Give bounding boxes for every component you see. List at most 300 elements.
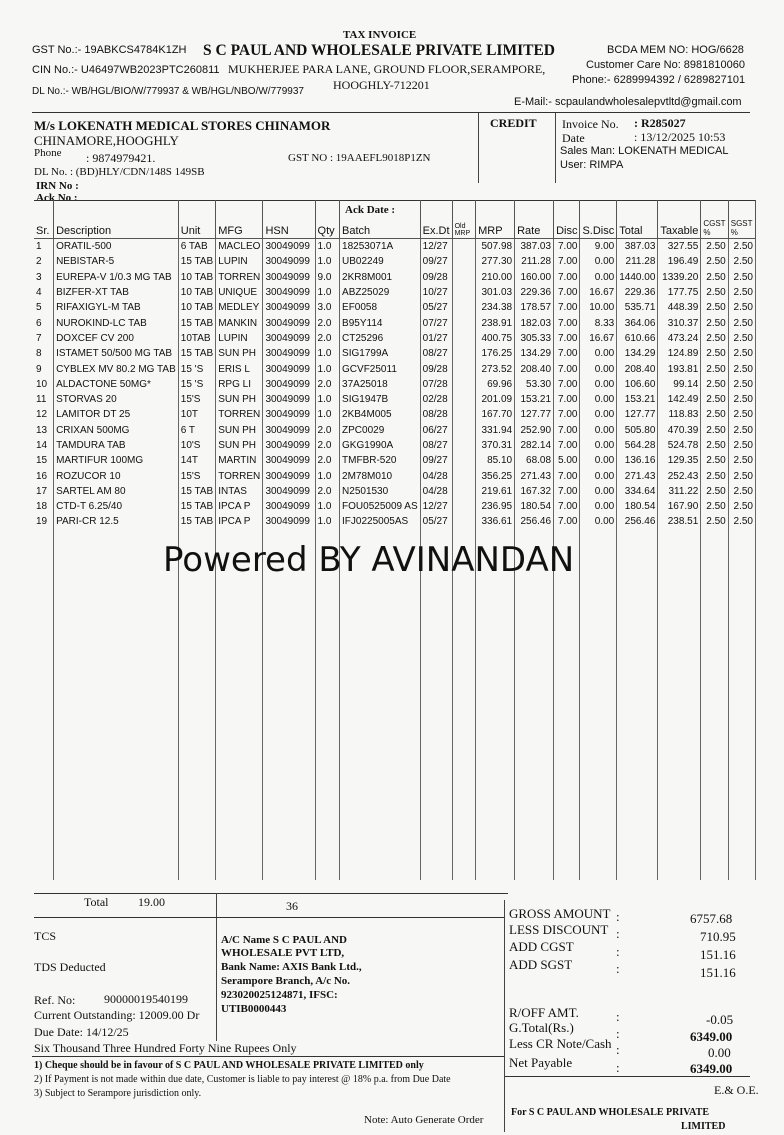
col-disc: Disc (554, 200, 580, 239)
cell-cgst: 2.50 (701, 285, 728, 300)
cell-unit: 10 TAB (178, 285, 215, 300)
cell-sgst: 2.50 (728, 392, 755, 407)
cell-old-mrp (452, 453, 476, 468)
cell-sr: 6 (34, 315, 54, 330)
cell-taxable: 327.55 (658, 239, 701, 255)
cell-mrp: 331.94 (476, 423, 515, 438)
cell-total: 334.64 (617, 484, 658, 499)
cell-mrp: 219.61 (476, 484, 515, 499)
cell-description: NUROKIND-LC TAB (54, 315, 179, 330)
cell-sgst: 2.50 (728, 377, 755, 392)
filler-cell (420, 530, 452, 880)
ref-no: 90000019540199 (104, 992, 188, 1006)
cell-sdisc: 16.67 (580, 285, 617, 300)
cell-exdt: 08/27 (420, 346, 452, 361)
cell-sr: 12 (34, 407, 54, 422)
cell-sdisc: 0.00 (580, 346, 617, 361)
cell-exdt: 04/28 (420, 484, 452, 499)
cell-sgst: 2.50 (728, 300, 755, 315)
cell-qty: 2.0 (315, 423, 339, 438)
cell-sdisc: 0.00 (580, 254, 617, 269)
cell-mrp: 370.31 (476, 438, 515, 453)
cell-taxable: 1339.20 (658, 270, 701, 285)
col-mfg: MFG (216, 200, 263, 239)
cell-hsn: 30049099 (263, 361, 315, 376)
col-total: Total (617, 200, 658, 239)
watermark: Powered BY AVINANDAN (163, 540, 575, 580)
cell-exdt: 07/28 (420, 377, 452, 392)
cell-mfg: MARTIN (216, 453, 263, 468)
cell-sdisc: 0.00 (580, 438, 617, 453)
cell-old-mrp (452, 484, 476, 499)
cell-hsn: 30049099 (263, 300, 315, 315)
invoice-date: : 13/12/2025 10:53 (634, 130, 726, 144)
cell-disc: 7.00 (554, 300, 580, 315)
cell-mrp: 336.61 (476, 514, 515, 529)
sgst-label: ADD SGST (509, 957, 573, 972)
cell-sr: 19 (34, 514, 54, 529)
cell-qty: 2.0 (315, 331, 339, 346)
term-1: 1) Cheque should be in favour of S C PAUL AND WHOLESALE PRIVATE LIMITED only (34, 1060, 424, 1071)
cgst-amount: 151.16 (700, 947, 736, 962)
cell-mrp: 234.38 (476, 300, 515, 315)
cell-sr: 8 (34, 346, 54, 361)
cell-old-mrp (452, 361, 476, 376)
cell-mfg: SUN PH (216, 438, 263, 453)
sgst-colon: : (616, 961, 620, 976)
sgst-amount: 151.16 (700, 965, 736, 980)
cell-cgst: 2.50 (701, 361, 728, 376)
irn-no: IRN No : (36, 180, 79, 192)
table-row (34, 361, 756, 376)
bank-line-2: WHOLESALE PVT LTD, (221, 947, 345, 959)
col-sr: Sr. (34, 200, 54, 239)
table-row (34, 315, 756, 330)
cell-batch: TMFBR-520 (340, 453, 421, 468)
total-count: 36 (286, 899, 298, 913)
filler-cell (701, 530, 728, 880)
cell-sgst: 2.50 (728, 438, 755, 453)
cgst-label: ADD CGST (509, 939, 574, 954)
cell-exdt: 08/27 (420, 438, 452, 453)
customer-place: CHINAMORE,HOOGHLY (34, 133, 179, 148)
cell-taxable: 142.49 (658, 392, 701, 407)
amount-in-words: Six Thousand Three Hundred Forty Nine Rupees Only (34, 1041, 297, 1055)
cell-rate: 271.43 (515, 468, 554, 483)
cell-cgst: 2.50 (701, 254, 728, 269)
user: User: RIMPA (560, 159, 624, 171)
gst-no: GST No.:- 19ABKCS4784K1ZH (32, 44, 187, 56)
table-row (34, 270, 756, 285)
cell-rate: 256.46 (515, 514, 554, 529)
cell-sr: 5 (34, 300, 54, 315)
cell-qty: 1.0 (315, 254, 339, 269)
ack-no: Ack No : (36, 192, 78, 204)
cgst-colon: : (616, 944, 620, 959)
cell-rate: 252.90 (515, 423, 554, 438)
cell-taxable: 470.39 (658, 423, 701, 438)
cell-mrp: 238.91 (476, 315, 515, 330)
table-row (34, 392, 756, 407)
cell-hsn: 30049099 (263, 438, 315, 453)
table-row (34, 254, 756, 269)
cell-rate: 68.08 (515, 453, 554, 468)
cell-rate: 180.54 (515, 499, 554, 514)
filler-cell (263, 530, 315, 880)
filler-cell (476, 530, 515, 880)
cell-hsn: 30049099 (263, 254, 315, 269)
cell-cgst: 2.50 (701, 438, 728, 453)
cell-cgst: 2.50 (701, 239, 728, 255)
cell-unit: 15 TAB (178, 514, 215, 529)
cell-taxable: 473.24 (658, 331, 701, 346)
cell-mfg: MANKIN (216, 315, 263, 330)
cell-old-mrp (452, 468, 476, 483)
cell-mfg: LUPIN (216, 331, 263, 346)
cell-sgst: 2.50 (728, 331, 755, 346)
cell-sr: 13 (34, 423, 54, 438)
cell-batch: IFJ0225005AS (340, 514, 421, 529)
gtotal-amount: 6349.00 (690, 1029, 733, 1044)
cell-sr: 18 (34, 499, 54, 514)
net-label: Net Payable (509, 1055, 573, 1070)
cell-sr: 4 (34, 285, 54, 300)
sign-line-1: For S C PAUL AND WHOLESALE PRIVATE (511, 1107, 710, 1118)
roff-label: R/OFF AMT. (509, 1005, 579, 1020)
cell-sdisc: 0.00 (580, 407, 617, 422)
cell-qty: 1.0 (315, 514, 339, 529)
cell-batch: EF0058 (340, 300, 421, 315)
cell-unit: 10 TAB (178, 270, 215, 285)
dl-no: DL No.:- WB/HGL/BIO/W/779937 & WB/HGL/NBO/W/779937 (32, 86, 304, 97)
cell-sdisc: 16.67 (580, 331, 617, 346)
cell-unit: 6 T (178, 423, 215, 438)
cell-taxable: 99.14 (658, 377, 701, 392)
cell-disc: 7.00 (554, 285, 580, 300)
col-hsn: HSN (263, 200, 315, 239)
cell-total: 271.43 (617, 468, 658, 483)
phone: Phone:- 6289994392 / 6289827101 (572, 74, 746, 86)
cell-description: CTD-T 6.25/40 (54, 499, 179, 514)
cell-old-mrp (452, 499, 476, 514)
cell-rate: 167.32 (515, 484, 554, 499)
col-old-mrp: Old MRP (452, 200, 476, 239)
cell-description: CRIXAN 500MG (54, 423, 179, 438)
current-outstanding: Current Outstanding: 12009.00 Dr (34, 1008, 200, 1022)
filler-cell (315, 530, 339, 880)
cell-description: EUREPA-V 1/0.3 MG TAB (54, 270, 179, 285)
cell-rate: 127.77 (515, 407, 554, 422)
ref-label: Ref. No: (34, 993, 76, 1007)
table-row (34, 377, 756, 392)
cell-sdisc: 0.00 (580, 468, 617, 483)
cell-exdt: 01/27 (420, 331, 452, 346)
customer-dl: DL No. : (BD)HLY/CDN/148S 149SB (34, 166, 205, 178)
cell-total: 180.54 (617, 499, 658, 514)
cell-mrp: 167.70 (476, 407, 515, 422)
cr-colon: : (616, 1042, 620, 1057)
table-row (34, 331, 756, 346)
cell-total: 535.71 (617, 300, 658, 315)
cell-hsn: 30049099 (263, 270, 315, 285)
cell-unit: 10 TAB (178, 300, 215, 315)
cell-sr: 2 (34, 254, 54, 269)
cell-unit: 10TAB (178, 331, 215, 346)
cell-qty: 1.0 (315, 499, 339, 514)
cell-sdisc: 0.00 (580, 270, 617, 285)
cell-old-mrp (452, 270, 476, 285)
cell-unit: 15 TAB (178, 254, 215, 269)
cell-batch: SIG1947B (340, 392, 421, 407)
cell-sdisc: 10.00 (580, 300, 617, 315)
cell-taxable: 177.75 (658, 285, 701, 300)
cell-taxable: 196.49 (658, 254, 701, 269)
col-description: Description (54, 200, 179, 239)
cell-exdt: 09/27 (420, 254, 452, 269)
cell-description: PARI-CR 12.5 (54, 514, 179, 529)
cell-disc: 7.00 (554, 484, 580, 499)
cell-sgst: 2.50 (728, 239, 755, 255)
cell-old-mrp (452, 438, 476, 453)
cell-sdisc: 9.00 (580, 239, 617, 255)
col-exdt: Ex.Dt (420, 200, 452, 239)
cell-mrp: 210.00 (476, 270, 515, 285)
cell-description: ORATIL-500 (54, 239, 179, 255)
cell-taxable: 124.89 (658, 346, 701, 361)
cell-total: 106.60 (617, 377, 658, 392)
cell-qty: 9.0 (315, 270, 339, 285)
filler-cell (580, 530, 617, 880)
cell-disc: 7.00 (554, 407, 580, 422)
filler-cell (617, 530, 658, 880)
cell-rate: 305.33 (515, 331, 554, 346)
table-row (34, 423, 756, 438)
cell-taxable: 524.78 (658, 438, 701, 453)
cell-rate: 178.57 (515, 300, 554, 315)
cell-sdisc: 0.00 (580, 453, 617, 468)
customer-phone: : 9874979421. (86, 151, 156, 165)
cell-batch: UB02249 (340, 254, 421, 269)
table-row (34, 499, 756, 514)
customer-care: Customer Care No: 8981810060 (586, 59, 745, 71)
cell-batch: CT25296 (340, 331, 421, 346)
cell-mrp: 273.52 (476, 361, 515, 376)
cell-unit: 15 'S (178, 377, 215, 392)
cell-disc: 7.00 (554, 331, 580, 346)
cell-total: 610.66 (617, 331, 658, 346)
filler-cell (54, 530, 179, 880)
col-sdisc: S.Disc (580, 200, 617, 239)
customer-gst: GST NO : 19AAEFL9018P1ZN (288, 152, 431, 164)
cell-cgst: 2.50 (701, 499, 728, 514)
less-disc-label: LESS DISCOUNT (509, 922, 609, 937)
roff-amount: -0.05 (706, 1012, 734, 1027)
less-disc-amount: 710.95 (700, 929, 736, 944)
cell-description: DOXCEF CV 200 (54, 331, 179, 346)
cell-sr: 17 (34, 484, 54, 499)
cell-exdt: 09/28 (420, 361, 452, 376)
table-row (34, 407, 756, 422)
cell-hsn: 30049099 (263, 377, 315, 392)
cell-old-mrp (452, 423, 476, 438)
table-row (34, 346, 756, 361)
col-qty: Qty (315, 200, 339, 239)
cell-hsn: 30049099 (263, 239, 315, 255)
cell-description: RIFAXIGYL-M TAB (54, 300, 179, 315)
bank-line-1: A/C Name S C PAUL AND (221, 934, 347, 946)
cell-qty: 1.0 (315, 468, 339, 483)
cell-sgst: 2.50 (728, 361, 755, 376)
table-row (34, 468, 756, 483)
cell-disc: 7.00 (554, 346, 580, 361)
cell-disc: 7.00 (554, 423, 580, 438)
cell-qty: 1.0 (315, 361, 339, 376)
cell-disc: 7.00 (554, 438, 580, 453)
term-2: 2) If Payment is not made within due date, Customer is liable to pay interest @ 18% p.a. from Due Date (34, 1074, 451, 1085)
cell-unit: 15 'S (178, 361, 215, 376)
company-address-1: MUKHERJEE PARA LANE, GROUND FLOOR,SERAMPORE, (228, 62, 546, 76)
cell-batch: 18253071A (340, 239, 421, 255)
cell-sgst: 2.50 (728, 468, 755, 483)
cell-old-mrp (452, 331, 476, 346)
tds-label: TDS Deducted (34, 960, 106, 974)
cell-old-mrp (452, 239, 476, 255)
cell-taxable: 118.83 (658, 407, 701, 422)
cell-disc: 7.00 (554, 239, 580, 255)
filler-cell (554, 530, 580, 880)
filler-cell (216, 530, 263, 880)
cell-hsn: 30049099 (263, 423, 315, 438)
cell-old-mrp (452, 285, 476, 300)
cell-description: LAMITOR DT 25 (54, 407, 179, 422)
cell-mfg: ERIS L (216, 361, 263, 376)
cell-unit: 15 TAB (178, 346, 215, 361)
note: Note: Auto Generate Order (364, 1114, 484, 1126)
col-mrp: MRP (476, 200, 515, 239)
cell-old-mrp (452, 254, 476, 269)
cell-qty: 1.0 (315, 407, 339, 422)
cell-mfg: TORREN (216, 270, 263, 285)
cell-hsn: 30049099 (263, 285, 315, 300)
cell-sgst: 2.50 (728, 499, 755, 514)
cell-disc: 7.00 (554, 377, 580, 392)
cell-description: SARTEL AM 80 (54, 484, 179, 499)
salesman: Sales Man: LOKENATH MEDICAL (560, 145, 729, 157)
customer-phone-label: Phone (34, 147, 62, 159)
cell-mfg: IPCA P (216, 514, 263, 529)
cell-batch: B95Y114 (340, 315, 421, 330)
cell-disc: 5.00 (554, 453, 580, 468)
table-row (34, 438, 756, 453)
cell-rate: 182.03 (515, 315, 554, 330)
cell-qty: 1.0 (315, 285, 339, 300)
cell-old-mrp (452, 315, 476, 330)
cell-exdt: 09/27 (420, 453, 452, 468)
cell-cgst: 2.50 (701, 484, 728, 499)
cell-disc: 7.00 (554, 270, 580, 285)
cell-hsn: 30049099 (263, 514, 315, 529)
table-row (34, 514, 756, 529)
bcda-no: BCDA MEM NO: HOG/6628 (607, 44, 744, 56)
cell-exdt: 05/27 (420, 300, 452, 315)
cell-total: 387.03 (617, 239, 658, 255)
cell-description: ALDACTONE 50MG* (54, 377, 179, 392)
cell-disc: 7.00 (554, 499, 580, 514)
gross-colon: : (616, 909, 620, 924)
cell-exdt: 10/27 (420, 285, 452, 300)
less-disc-colon: : (616, 926, 620, 941)
cell-mrp: 277.30 (476, 254, 515, 269)
gross-amount: 6757.68 (690, 911, 733, 926)
cell-disc: 7.00 (554, 514, 580, 529)
cell-qty: 1.0 (315, 392, 339, 407)
cell-hsn: 30049099 (263, 468, 315, 483)
cell-total: 127.77 (617, 407, 658, 422)
cell-batch: N2501530 (340, 484, 421, 499)
cell-qty: 3.0 (315, 300, 339, 315)
cell-mfg: RPG LI (216, 377, 263, 392)
filler-cell (515, 530, 554, 880)
cell-exdt: 05/27 (420, 514, 452, 529)
total-label: Total (84, 895, 109, 909)
cell-batch: 2M78M010 (340, 468, 421, 483)
cell-qty: 2.0 (315, 484, 339, 499)
cell-unit: 15'S (178, 468, 215, 483)
cell-old-mrp (452, 377, 476, 392)
cell-cgst: 2.50 (701, 377, 728, 392)
gross-label: GROSS AMOUNT (509, 906, 611, 921)
cell-old-mrp (452, 392, 476, 407)
cell-exdt: 02/28 (420, 392, 452, 407)
cell-unit: 6 TAB (178, 239, 215, 255)
cell-old-mrp (452, 300, 476, 315)
cell-mrp: 85.10 (476, 453, 515, 468)
cell-exdt: 09/28 (420, 270, 452, 285)
col-batch: Batch (340, 200, 421, 239)
cell-unit: 10'S (178, 438, 215, 453)
sign-line-2: LIMITED (681, 1121, 726, 1132)
cell-batch: ZPC0029 (340, 423, 421, 438)
cell-taxable: 167.90 (658, 499, 701, 514)
cell-sgst: 2.50 (728, 315, 755, 330)
company-address-2: HOOGHLY-712201 (333, 78, 430, 92)
cell-rate: 229.36 (515, 285, 554, 300)
invoice-mode: CREDIT (490, 116, 537, 130)
cell-total: 136.16 (617, 453, 658, 468)
net-amount: 6349.00 (690, 1061, 733, 1076)
cell-cgst: 2.50 (701, 423, 728, 438)
due-date: Due Date: 14/12/25 (34, 1025, 129, 1039)
cell-hsn: 30049099 (263, 499, 315, 514)
table-header (34, 200, 756, 239)
cell-cgst: 2.50 (701, 270, 728, 285)
cell-total: 153.21 (617, 392, 658, 407)
cell-qty: 2.0 (315, 377, 339, 392)
cell-mrp: 176.25 (476, 346, 515, 361)
cell-disc: 7.00 (554, 315, 580, 330)
cell-batch: GKG1990A (340, 438, 421, 453)
cell-sdisc: 0.00 (580, 499, 617, 514)
tcs-label: TCS (34, 929, 57, 943)
cell-mrp: 201.09 (476, 392, 515, 407)
cr-amount: 0.00 (708, 1045, 731, 1060)
cell-sgst: 2.50 (728, 270, 755, 285)
cell-batch: GCVF25011 (340, 361, 421, 376)
email: E-Mail:- scpaulandwholesalepvtltd@gmail.com (514, 96, 742, 108)
cell-taxable: 311.22 (658, 484, 701, 499)
cell-sr: 11 (34, 392, 54, 407)
table-row (34, 239, 756, 255)
